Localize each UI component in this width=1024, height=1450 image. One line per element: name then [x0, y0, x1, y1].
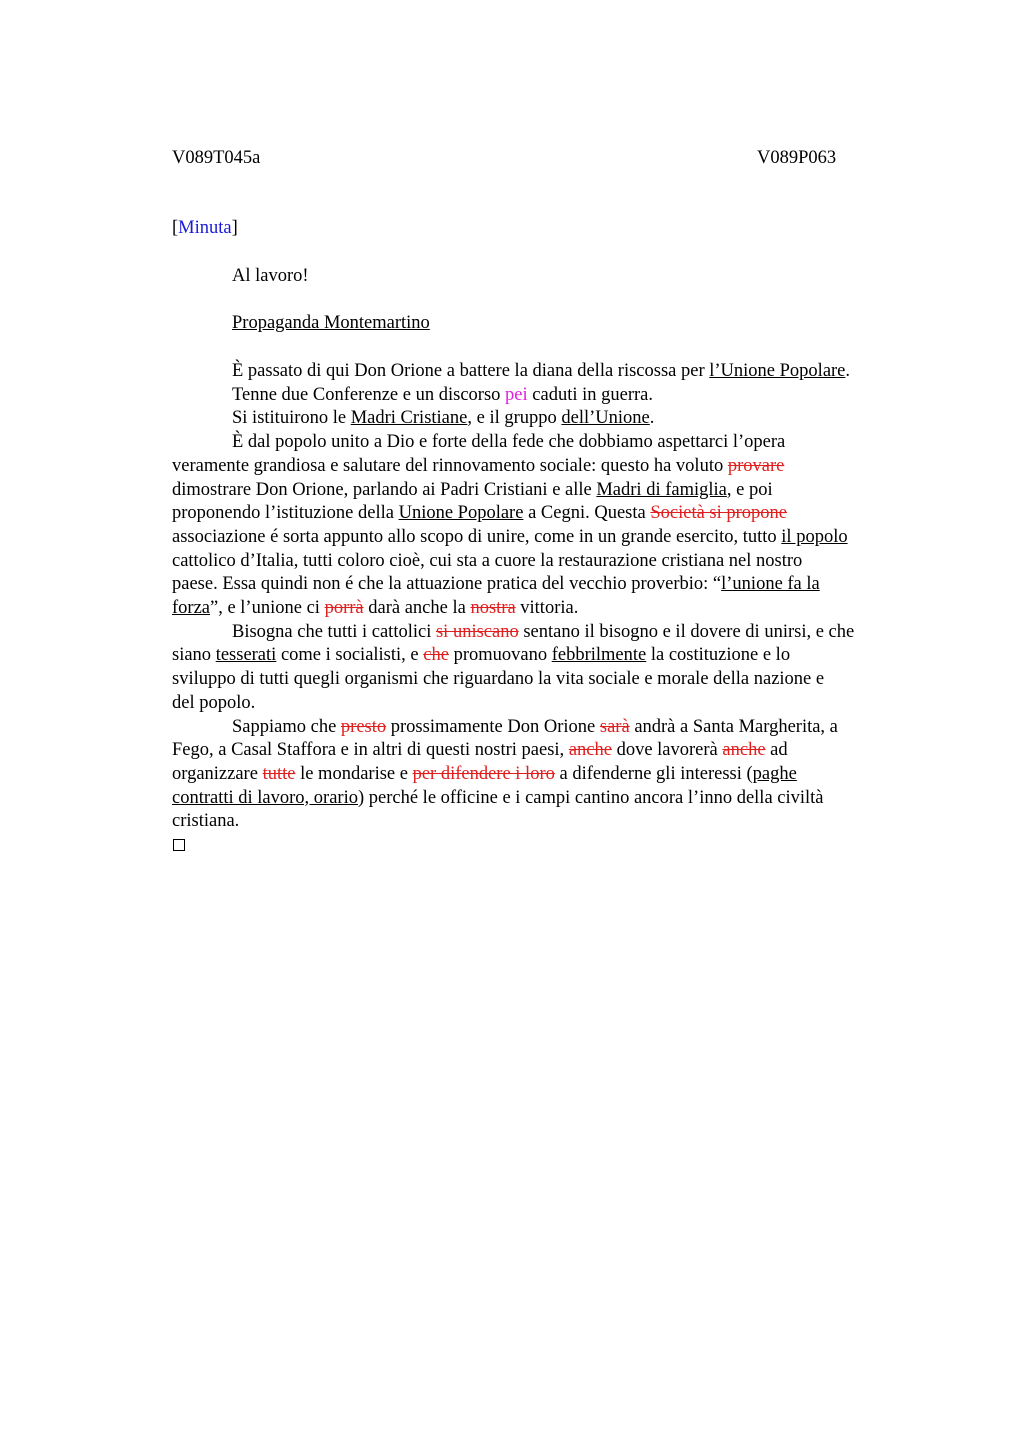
subtitle: Propaganda Montemartino [232, 313, 430, 333]
minuta-label: [Minuta] [172, 218, 238, 238]
body-text [172, 360, 932, 834]
pei-highlight: pei [505, 384, 528, 405]
paragraph-4: È dal popolo unito a Dio e forte della fede che dobbiamo aspettarci l’opera veramente grandiosa e salutare del rinnovamento sociale: questo ha voluto provare dimostrare Don Orione, parlando ai Padri Cristiani e alle Madri di famiglia, e poi proponendo l’istituzione della Unione Popolare a Cegni. Questa Società si propone associazione é sorta appunto allo scopo di unire, come in un grande esercito, tutto il popolo cattolico d’Italia, tutti coloro cioè, cui sta a cuore la restaurazione cristiana nel nostro paese. Essa quindi non é che la attuazione pratica del vecchio proverbio: “l’unione fa la forza”, e l’unione ci porrà darà anche la nostra vittoria. [172, 432, 848, 619]
paragraph-5: Bisogna che tutti i cattolici si uniscano sentano il bisogno e il dovere di unirsi, e che siano tesserati come i socialisti, e che promuovano febbrilmente la costituzione e lo sviluppo di tutti quegli organismi che riguardano la vita sociale e morale della nazione e del popolo. [172, 621, 855, 713]
paragraph-2: Tenne due Conferenze e un discorso pei caduti in guerra. [232, 384, 653, 405]
end-marker-box-icon [173, 839, 185, 851]
paragraph-1: È passato di qui Don Orione a battere la diana della riscossa per l’Unione Popolare. [232, 361, 851, 381]
paragraph-3: Si istituirono le Madri Cristiane, e il gruppo dell’Unione. [232, 408, 655, 429]
page-code-right: V089P063 [757, 148, 837, 168]
title: Al lavoro! [232, 266, 309, 286]
paragraph-6: Sappiamo che presto prossimamente Don Orione sarà andrà a Santa Margherita, a Fego, a Casal Staffora e in altri di questi nostri paesi, anche dove lavorerà anche ad organizzare tutte le mondarise e per difendere i loro a difenderne gli interessi (paghe contratti di lavoro, orario) perché le officine e i campi cantino ancora l’inno della civiltà cristiana. [172, 716, 838, 832]
document-code-left: V089T045a [172, 148, 261, 168]
minuta-word: Minuta [178, 218, 232, 238]
